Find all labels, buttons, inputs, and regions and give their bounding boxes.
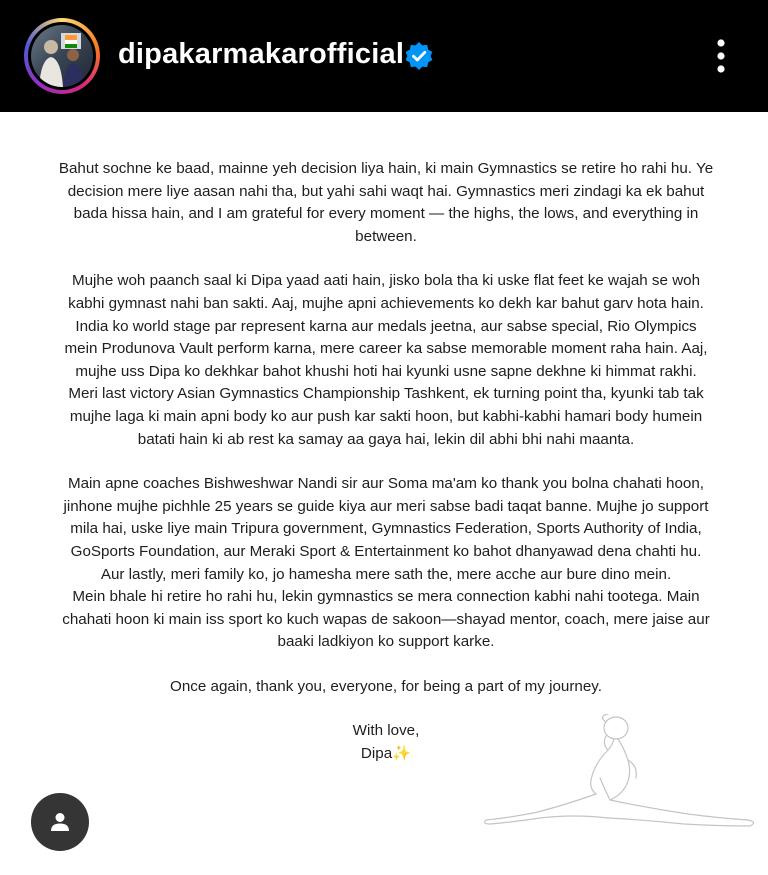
tagged-people-button[interactable] <box>31 793 89 851</box>
profile-avatar[interactable] <box>24 18 100 94</box>
more-vertical-icon[interactable] <box>708 36 734 76</box>
paragraph-4: Main apne coaches Bishweshwar Nandi sir aur Soma ma'am ko thank you bolna chahati hoon, jinhone mujhe pichhle 25 years se guide kiya aur meri sabse badi taqat banne. Mujhe jo support mila hai, uske liye main Tripura government, Gymnastics Federation, Sports Authority of India, GoSports Foundation, aur Meraki Sport & Entertainment ko bahot dhanyawad dena chahti hu. Aur lastly, meri family ko, jo hamesha mere sath the, mere acche aur bure dino mein. <box>63 475 709 583</box>
paragraph-6: Once again, thank you, everyone, for being a part of my journey. <box>170 677 602 695</box>
paragraph-3: Meri last victory Asian Gymnastics Championship Tashkent, ek turning point tha, kyunki tab tak mujhe laga ki main apni body ko aur push kar sakti hoon, but kabhi-kabhi hamari body humein batati hain ki ab rest ka samay aa gaya hai, lekin dil abhi bhi nahi maanta. <box>68 385 704 448</box>
closing-line: With love, <box>352 722 420 740</box>
avatar-image <box>31 25 93 87</box>
post-image <box>0 112 768 875</box>
verified-badge-icon <box>404 41 434 71</box>
profile-photo <box>31 25 93 87</box>
post-header <box>0 0 768 112</box>
paragraph-2: Mujhe woh paanch saal ki Dipa yaad aati hain, jisko bola tha ki uske flat feet ke wajah se woh kabhi gymnast nahi ban sakti. Aaj, mujhe apni achievements ko dekh kar bahut garv hota hain. India ko world stage par represent karna aur medals jeetna, aur sabse special, Rio Olympics mein Produnova Vault perform karna, mere career ka sabse memorable moment raha hain. Aaj, mujhe uss Dipa ko dekhkar bahot khushi hoti hai kyunki usne sapne dekhne ki himmat rakhi. <box>64 272 708 380</box>
signature: Dipa <box>360 745 393 763</box>
person-icon <box>48 810 72 834</box>
paragraph-1: Bahut sochne ke baad, mainne yeh decision liya hain, ki main Gymnastics se retire ho rahi hu. Ye decision mere liye aasan nahi tha, but yahi sahi waqt hai. Gymnastics meri zindagi ka ek bahut bada hissa hain, and I am grateful for every moment — the highs, the lows, and everything in between. <box>58 160 714 245</box>
sparkle-emoji: ✨ <box>392 745 412 763</box>
paragraph-5: Mein bhale hi retire ho rahi hu, lekin gymnastics se mera connection kabhi nahi tootega. Main chahati hoon ki main iss sport ko kuch wapas de sakoon—shayad mentor, coach, mere jaise aur baaki ladkiyon ko support karke. <box>62 588 710 651</box>
avatar-border <box>28 22 96 90</box>
username[interactable]: dipakarmakarofficial <box>118 38 405 70</box>
gymnast-sketch-icon <box>478 714 760 842</box>
post-letter <box>58 158 714 766</box>
